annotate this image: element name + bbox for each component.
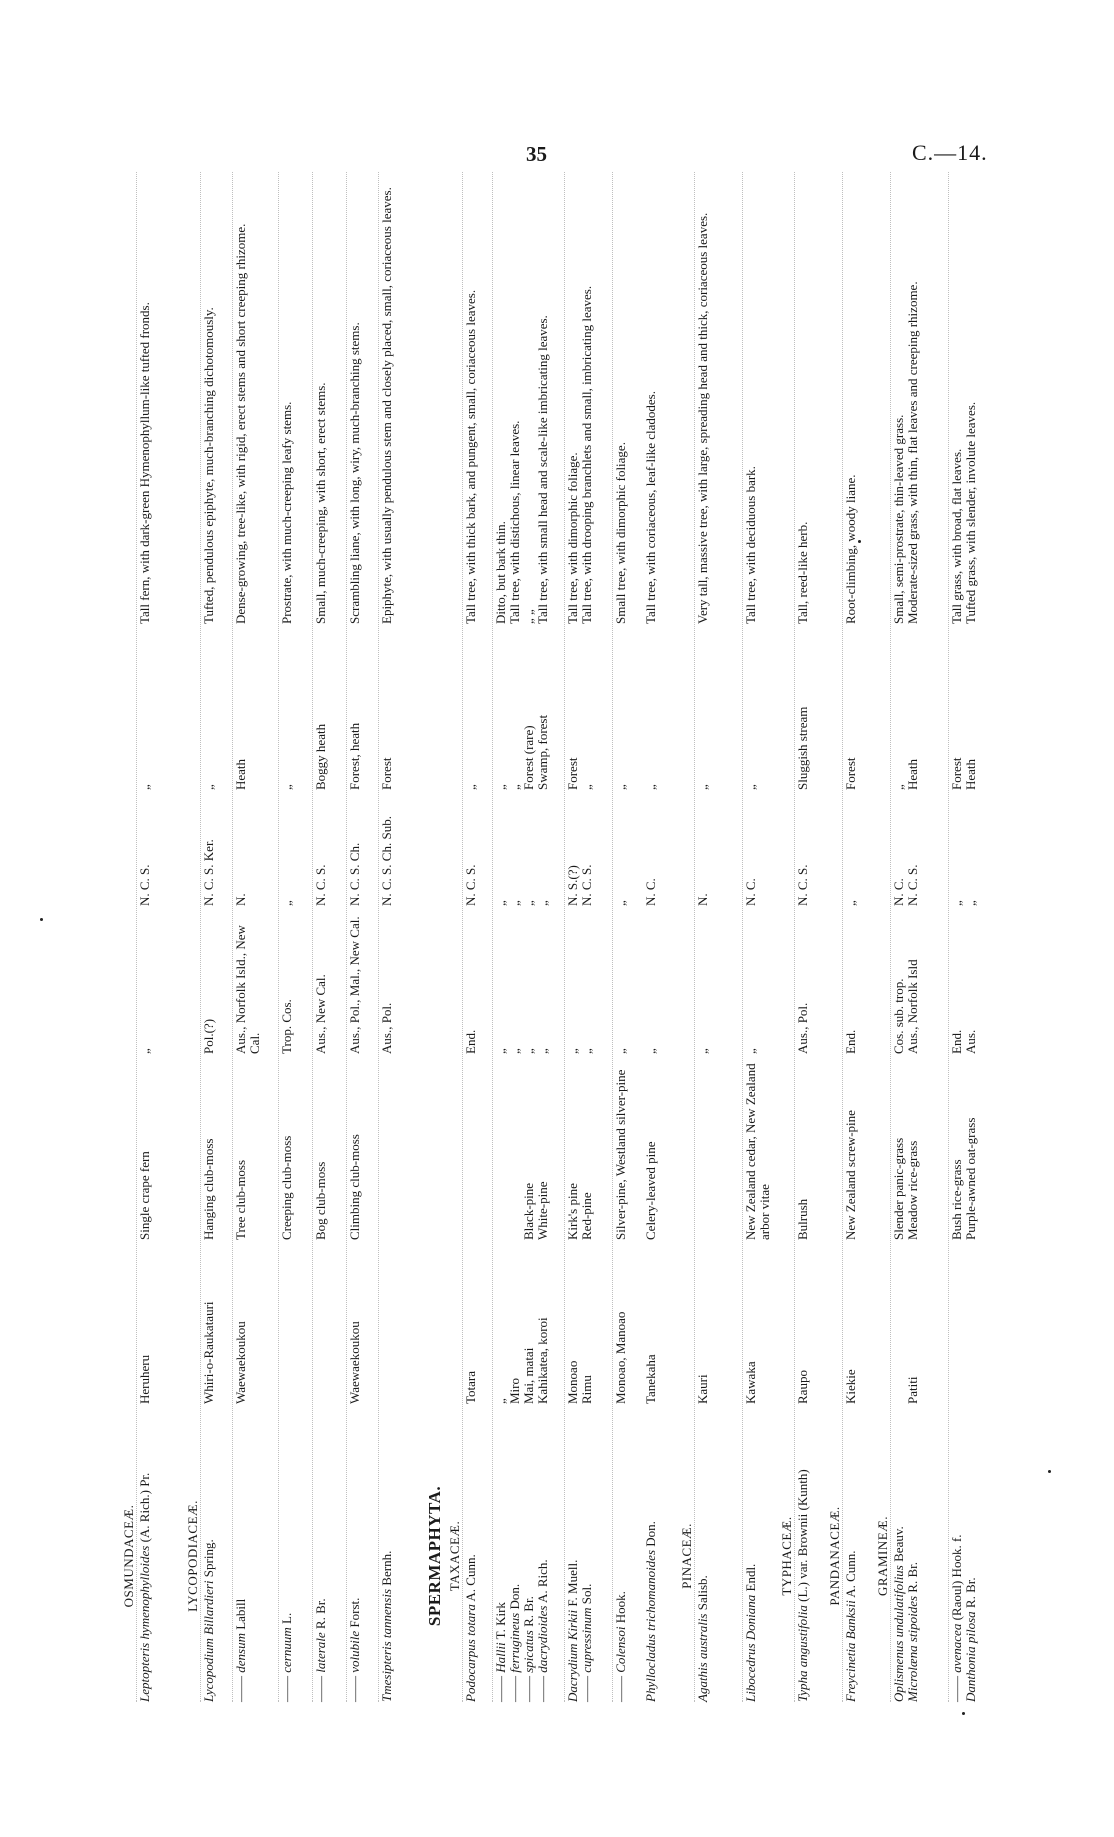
range: „ — [695, 1048, 710, 1054]
species-name: Agathis australis Salisb. — [695, 1575, 710, 1702]
maori-name: Kawaka — [743, 1361, 758, 1404]
districts: „ — [493, 900, 508, 906]
range: „ — [521, 1048, 536, 1054]
maori-name: Waewaekoukou — [347, 1321, 362, 1404]
range: End. — [843, 1029, 858, 1054]
common-name: Tree club-moss — [233, 1159, 248, 1240]
speck — [40, 918, 43, 921]
description: Tall tree, with drooping branchlets and small, imbricating leaves. — [579, 285, 594, 624]
habitat: Forest (rare) — [521, 725, 536, 790]
districts: „ — [949, 900, 964, 906]
range: Aus., Norfolk Isld., New Cal. — [233, 925, 262, 1054]
maori-name: Monoao — [565, 1360, 580, 1404]
family-heading: PINACEÆ. — [679, 1523, 694, 1589]
range: „ — [535, 1048, 550, 1054]
maori-name: Mai, matai — [521, 1347, 536, 1404]
habitat: „ — [137, 784, 152, 790]
description: Epiphyte, with usually pendulous stem and closely placed, small, coriaceous leaves. — [379, 187, 394, 624]
districts: „ — [613, 900, 628, 906]
species-name: —— cupressinum Sol. — [579, 1583, 594, 1702]
range: Trop. Cos. — [279, 999, 294, 1054]
description: Small, much-creeping, with short, erect stems. — [313, 382, 328, 624]
species-name: —— spicatus R. Br. — [521, 1596, 536, 1702]
description: Tall grass, with broad, flat leaves. — [949, 448, 964, 624]
habitat: Sluggish stream — [795, 706, 810, 790]
speck — [1048, 1470, 1051, 1473]
common-name: Bog club-moss — [313, 1161, 328, 1240]
common-name: Creeping club-moss — [279, 1135, 294, 1240]
habitat: Forest — [379, 757, 394, 790]
common-name: White-pine — [535, 1181, 550, 1240]
common-name: Kirk's pine — [565, 1183, 580, 1240]
common-name: Bush rice-grass — [949, 1159, 964, 1240]
speck — [962, 1712, 965, 1715]
species-name: Lycopodium Billardieri Spring. — [201, 1539, 216, 1702]
districts: N. C. S. — [137, 864, 152, 906]
species-name: Microlæna stipoides R. Br. — [905, 1561, 920, 1702]
habitat: „ — [279, 784, 294, 790]
districts: N. — [233, 893, 248, 906]
districts: N. C. S. Ch. — [347, 842, 362, 906]
description: Tufted, pendulous epiphyte, much-branching dichotomously. — [201, 307, 216, 624]
maori-name: Whiri-o-Raukatauri — [201, 1301, 216, 1404]
habitat: „ — [891, 784, 906, 790]
description: Tall tree, with thick bark, and pungent, small, coriaceous leaves. — [463, 289, 478, 624]
habitat: Heath — [963, 758, 978, 790]
districts: N. C. — [743, 878, 758, 906]
common-name: New Zealand cedar, New Zealand arbor vitae — [743, 1063, 772, 1240]
family-heading: GRAMINEÆ. — [875, 1516, 890, 1596]
habitat: Forest — [843, 757, 858, 790]
districts: „ — [521, 900, 536, 906]
description: Ditto, but bark thin. — [493, 521, 508, 624]
districts: N. C. S. — [795, 864, 810, 906]
description: Tall, reed-like herb. — [795, 521, 810, 624]
districts: „ — [843, 900, 858, 906]
habitat: Heath — [233, 758, 248, 790]
range: Aus., Norfolk Isld — [905, 959, 920, 1054]
common-name: Black-pine — [521, 1182, 536, 1240]
habitat: „ — [463, 784, 478, 790]
common-name: Bulrush — [795, 1198, 810, 1240]
common-name: Single crape fern — [137, 1151, 152, 1240]
species-name: —— avenacea (Raoul) Hook. f. — [949, 1534, 964, 1702]
habitat: „ — [507, 784, 522, 790]
range: „ — [613, 1048, 628, 1054]
habitat: „ — [643, 784, 658, 790]
maori-name: Heruheru — [137, 1354, 152, 1404]
description: Very tall, massive tree, with large, spreading head and thick, coriaceous leaves. — [695, 212, 710, 624]
common-name: Celery-leaved pine — [643, 1141, 658, 1240]
species-name: Leptopteris hymenophylloides (A. Rich.) Pr. — [137, 1472, 152, 1702]
common-name: Hanging club-moss — [201, 1138, 216, 1240]
description: Tufted grass, with slender, involute leaves. — [963, 401, 978, 624]
habitat: „ — [695, 784, 710, 790]
districts: N. C. S. — [463, 864, 478, 906]
description: Scrambling liane, with long, wiry, much-branching stems. — [347, 322, 362, 624]
species-name: —— volubile Forst. — [347, 1597, 362, 1702]
range: Aus. — [963, 1029, 978, 1054]
range: „ — [643, 1048, 658, 1054]
maori-name: Rimu — [579, 1375, 594, 1404]
districts: N. C. S. Ker. — [201, 839, 216, 906]
species-name: —— ferrugineus Don. — [507, 1583, 522, 1702]
districts: N. C. S. Ch. Sub. — [379, 816, 394, 906]
districts: N. S.(?) — [565, 865, 580, 906]
districts: N. C. S. — [579, 864, 594, 906]
species-name: —— laterale R. Br. — [313, 1598, 328, 1702]
common-name: Climbing club-moss — [347, 1134, 362, 1240]
maori-name: Tanekaha — [643, 1354, 658, 1404]
common-name: Red-pine — [579, 1192, 594, 1240]
species-name: Danthonia pilosa R. Br. — [963, 1577, 978, 1702]
description: Prostrate, with much-creeping leafy stems. — [279, 401, 294, 624]
habitat: Swamp, forest — [535, 714, 550, 790]
description: Tall tree, with deciduous bark. — [743, 466, 758, 624]
species-name: Oplismenus undulatifolius Beauv. — [891, 1526, 906, 1702]
common-name: Slender panic-grass — [891, 1137, 906, 1240]
common-name: Purple-awned oat-grass — [963, 1117, 978, 1240]
page-code: C.—14. — [912, 140, 988, 165]
species-name: Libocedrus Doniana Endl. — [743, 1563, 758, 1702]
description: Root-climbing, woody liane. — [843, 474, 858, 624]
species-name: Typha angustifolia (L.) var. Brownii (Kunth) — [795, 1469, 810, 1702]
maori-name: Monoao, Manoao — [613, 1311, 628, 1404]
common-name: New Zealand screw-pine — [843, 1110, 858, 1240]
districts: „ — [507, 900, 522, 906]
range: Aus., Pol. — [795, 1002, 810, 1054]
habitat: Boggy heath — [313, 723, 328, 790]
habitat: Forest, heath — [347, 722, 362, 790]
range: End. — [949, 1029, 964, 1054]
maori-name: Kiekie — [843, 1369, 858, 1404]
maori-name: Waewaekoukou — [233, 1321, 248, 1404]
maori-name: Patiti — [905, 1376, 920, 1404]
family-heading: PANDANACEÆ. — [827, 1506, 842, 1606]
habitat: Forest — [949, 757, 964, 790]
range: Cos. sub. trop. — [891, 978, 906, 1054]
maori-name: „ — [493, 1398, 508, 1404]
maori-name: Kahikatea, koroi — [535, 1317, 550, 1404]
districts: „ — [535, 900, 550, 906]
species-name: Podocarpus totara A. Cunn. — [463, 1554, 478, 1702]
species-name: Freycinetia Banksii A. Cunn. — [843, 1550, 858, 1702]
family-heading: OSMUNDACEÆ. — [121, 1504, 136, 1608]
family-heading: TYPHACEÆ. — [779, 1516, 794, 1596]
species-name: —— Hallii T. Kirk — [493, 1602, 508, 1702]
districts: N. C. S. — [905, 864, 920, 906]
range: Aus., Pol., Mal., New Cal. — [347, 916, 362, 1054]
districts: N. C. — [891, 878, 906, 906]
habitat: Forest — [565, 757, 580, 790]
districts: „ — [963, 900, 978, 906]
description: Dense-growing, tree-like, with rigid, erect stems and short creeping rhizome. — [233, 223, 248, 624]
description: Tall fern, with dark-green Hymenophyllum-like tufted fronds. — [137, 302, 152, 624]
common-name: Silver-pine, Westland silver-pine — [613, 1069, 628, 1240]
description: Tall tree, with coriaceous, leaf-like cladodes. — [643, 391, 658, 624]
description: Moderate-sized grass, with thin, flat leaves and creeping rhizome. — [905, 281, 920, 624]
description: Tall tree, with small head and scale-like imbricating leaves. — [535, 315, 550, 624]
range: „ — [493, 1048, 508, 1054]
division-heading: SPERMAPHYTA. — [425, 1485, 444, 1627]
description: Small, semi-prostrate, thin-leaved grass. — [891, 414, 906, 624]
family-heading: TAXACEÆ. — [447, 1520, 462, 1592]
districts: N. C. — [643, 878, 658, 906]
species-name: Dacrydium Kirkii F. Muell. — [565, 1559, 580, 1702]
range: „ — [507, 1048, 522, 1054]
districts: N. — [695, 893, 710, 906]
habitat: „ — [201, 784, 216, 790]
habitat: Heath — [905, 758, 920, 790]
range: Pol.(?) — [201, 1018, 216, 1054]
range: Aus., New Cal. — [313, 974, 328, 1054]
habitat: „ — [613, 784, 628, 790]
maori-name: Totara — [463, 1370, 478, 1404]
description: Small tree, with dimorphic foliage. — [613, 442, 628, 624]
maori-name: Miro — [507, 1378, 522, 1404]
habitat: „ — [743, 784, 758, 790]
range: Aus., Pol. — [379, 1002, 394, 1054]
species-name: —— Colensoi Hook. — [613, 1591, 628, 1702]
common-name: Meadow rice-grass — [905, 1140, 920, 1240]
range: End. — [463, 1029, 478, 1054]
rotated-species-table — [110, 172, 990, 1702]
range: „ — [579, 1048, 594, 1054]
habitat: „ — [493, 784, 508, 790]
habitat: „ — [579, 784, 594, 790]
maori-name: Raupo — [795, 1370, 810, 1404]
range: „ — [137, 1048, 152, 1054]
description: Tall tree, with distichous, linear leaves. — [507, 420, 522, 624]
species-name: Phyllocladus trichomanoides Don. — [643, 1521, 658, 1702]
range: „ — [743, 1048, 758, 1054]
description: „ „ — [521, 609, 536, 624]
description: Tall tree, with dimorphic foliage. — [565, 452, 580, 624]
family-heading: LYCOPODIACEÆ. — [185, 1500, 200, 1612]
species-name: —— dacrydioides A. Rich. — [535, 1559, 550, 1702]
species-name: —— cernuum L. — [279, 1612, 294, 1702]
districts: N. C. S. — [313, 864, 328, 906]
districts: „ — [279, 900, 294, 906]
species-name: Tmesipteris tannensis Bernh. — [379, 1550, 394, 1702]
range: „ — [565, 1048, 580, 1054]
maori-name: Kauri — [695, 1374, 710, 1404]
page-number: 35 — [526, 142, 547, 166]
species-name: —— densum Labill — [233, 1598, 248, 1702]
